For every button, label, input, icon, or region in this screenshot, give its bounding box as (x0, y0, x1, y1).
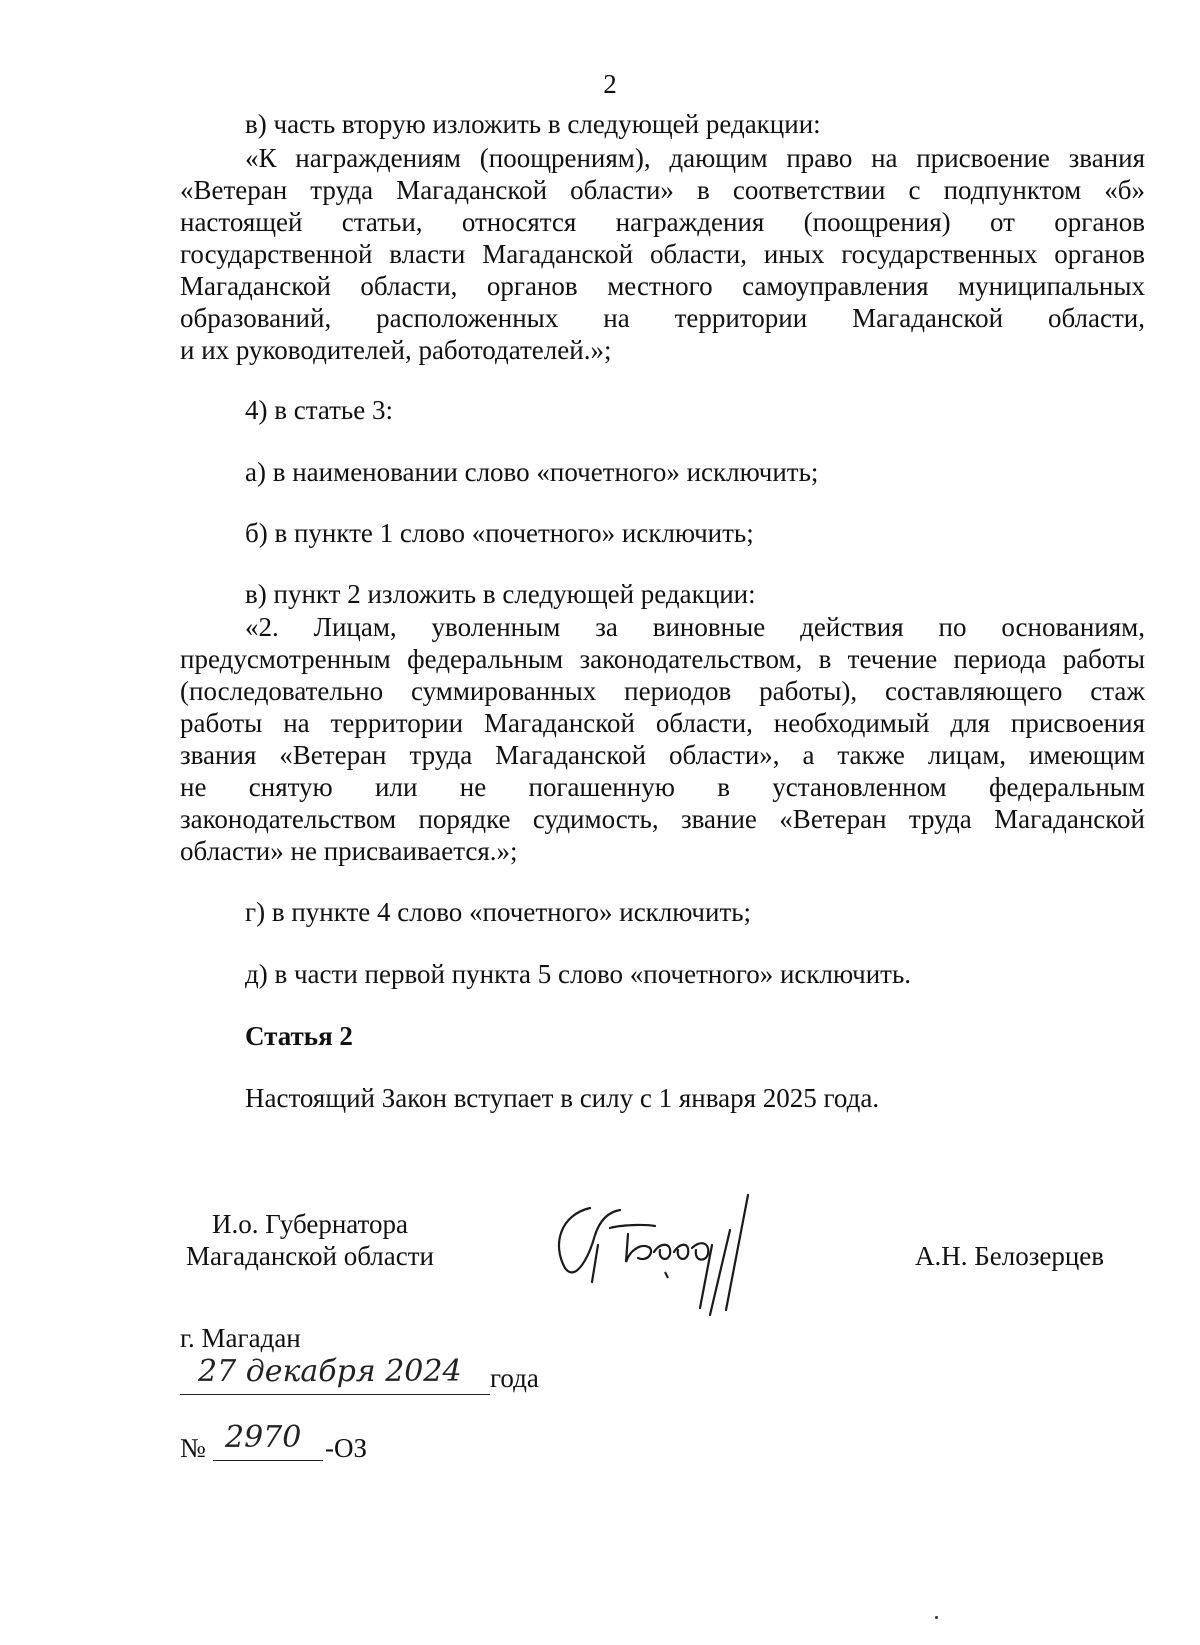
paragraph-line: в) пункт 2 изложить в следующей редакции: (245, 579, 756, 609)
list-item: д) в части первой пункта 5 слово «почетного» исключить. (245, 959, 912, 989)
paragraph-line: области» не присваивается.»; (180, 836, 518, 866)
list-item: г) в пункте 4 слово «почетного» исключить; (245, 897, 752, 927)
page-number: 2 (603, 69, 617, 99)
paragraph-line: настоящей статьи, относятся награждения (поощрения) от органов (180, 207, 1145, 237)
number-prefix: № (180, 1433, 206, 1463)
paragraph-line: «К награждениям (поощрениям), дающим право на присвоение звания (245, 143, 1145, 173)
number-suffix: -ОЗ (325, 1433, 368, 1463)
date-suffix: года (490, 1363, 539, 1393)
paragraph-line: «Ветеран труда Магаданской области» в соответствии с подпунктом «б» (180, 175, 1145, 205)
signatory-name: А.Н. Белозерцев (915, 1241, 1105, 1271)
article-heading: Статья 2 (245, 1021, 353, 1051)
paragraph-line: Магаданской области, органов местного самоуправления муниципальных (180, 271, 1145, 301)
handwritten-number: 2970 (225, 1420, 302, 1455)
signatory-title: И.о. Губернатора (211, 1209, 408, 1239)
date-field (180, 1352, 490, 1395)
paragraph-line: работы на территории Магаданской области, необходимый для присвоения (180, 708, 1145, 738)
paragraph-line: образований, расположенных на территории Магаданской области, (180, 303, 1145, 333)
place: г. Магадан (180, 1323, 301, 1353)
scan-speck (935, 1616, 938, 1619)
number-field (213, 1418, 323, 1461)
list-item: 4) в статье 3: (245, 395, 393, 425)
handwritten-date: 27 декабря 2024 (198, 1354, 462, 1389)
signatory-title: Магаданской области (186, 1241, 434, 1271)
paragraph-line: предусмотренным федеральным законодательством, в течение периода работы (180, 644, 1145, 674)
paragraph-line: не снятую или не погашенную в установленном федеральным (180, 772, 1145, 802)
paragraph-line: государственной власти Магаданской области, иных государственных органов (180, 239, 1145, 269)
paragraph-line: в) часть вторую изложить в следующей редакции: (245, 109, 821, 139)
paragraph-line: и их руководителей, работодателей.»; (180, 335, 612, 365)
list-item: а) в наименовании слово «почетного» исключить; (245, 457, 819, 487)
paragraph-line: «2. Лицам, уволенным за виновные действия по основаниям, (245, 612, 1145, 642)
list-item: б) в пункте 1 слово «почетного» исключить; (245, 518, 754, 548)
paragraph-line: звания «Ветеран труда Магаданской области», а также лицам, имеющим (180, 740, 1145, 770)
signature-image (550, 1190, 780, 1320)
article-text: Настоящий Закон вступает в силу с 1 января 2025 года. (245, 1083, 880, 1113)
paragraph-line: (последовательно суммированных периодов работы), составляющего стаж (180, 676, 1145, 706)
paragraph-line: законодательством порядке судимость, звание «Ветеран труда Магаданской (180, 804, 1145, 834)
